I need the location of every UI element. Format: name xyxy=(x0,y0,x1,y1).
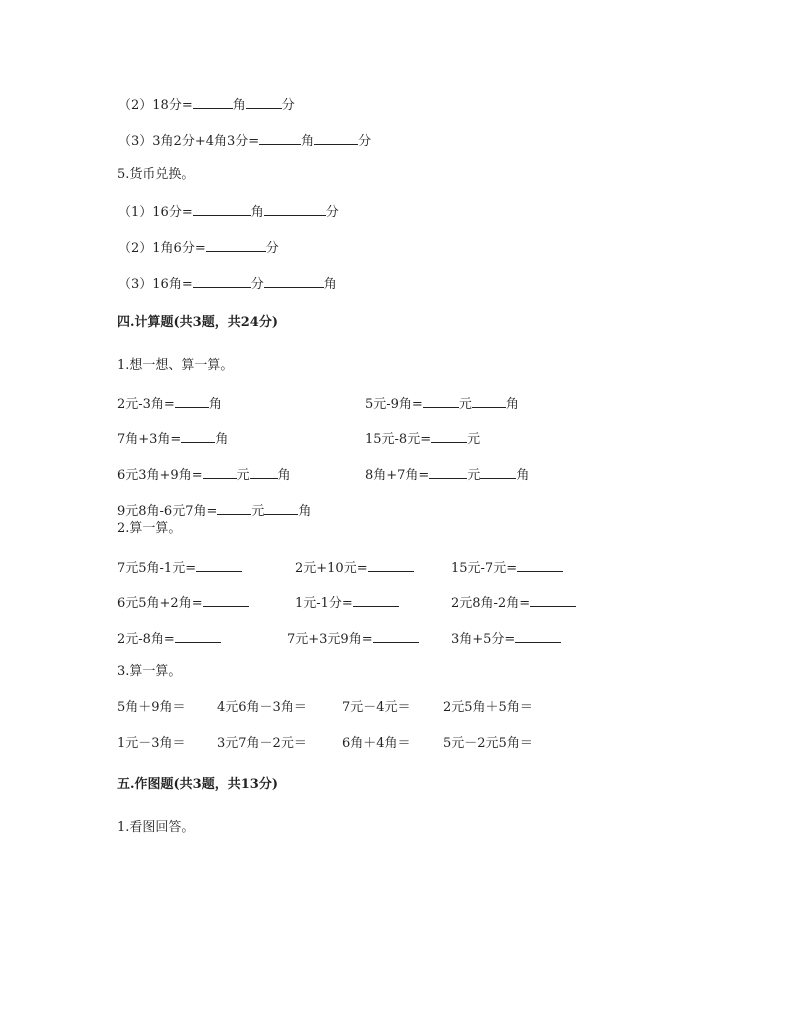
unit-text: 元 xyxy=(236,468,250,483)
answer-blank[interactable] xyxy=(472,393,506,408)
exercise-label: 8角+7角= xyxy=(365,468,430,483)
exercise-item: 2元5角＋5角＝ xyxy=(443,700,533,715)
unit-text: 角 xyxy=(298,504,312,519)
unit-text: 元 xyxy=(467,468,481,483)
exercise-item xyxy=(117,428,228,449)
exercise-label: 2元8角-2角= xyxy=(451,596,531,611)
answer-blank[interactable] xyxy=(368,557,414,572)
exercise-label: 9元8角-6元7角= xyxy=(117,504,218,519)
unit-text: 角 xyxy=(208,397,222,412)
exercise-label: （3）16角= xyxy=(118,277,193,292)
answer-blank[interactable] xyxy=(196,557,242,572)
exercise-item xyxy=(295,592,399,613)
exercise-line xyxy=(118,94,295,112)
answer-blank[interactable] xyxy=(250,464,278,479)
exercise-line xyxy=(118,237,279,255)
answer-blank[interactable] xyxy=(175,393,209,408)
unit-text: 角 xyxy=(516,468,530,483)
exercise-item xyxy=(117,464,291,485)
answer-blank[interactable] xyxy=(246,94,282,109)
exercise-label: 3角+5分= xyxy=(451,632,516,647)
exercise-item xyxy=(117,592,249,613)
exercise-item: 5角＋9角＝ xyxy=(117,700,186,715)
exercise-item: 7元－4元＝ xyxy=(342,700,411,715)
unit-text: 分 xyxy=(358,134,372,149)
exercise-line xyxy=(118,273,337,291)
unit-text: 元 xyxy=(467,432,481,447)
answer-blank[interactable] xyxy=(203,464,237,479)
exercise-item xyxy=(365,393,519,414)
exercise-item xyxy=(451,557,563,578)
answer-blank[interactable] xyxy=(203,592,249,607)
answer-blank[interactable] xyxy=(259,130,301,145)
unit-text: 角 xyxy=(505,397,519,412)
exercise-item xyxy=(365,428,480,449)
answer-blank[interactable] xyxy=(264,201,326,216)
exercise-label: （2）1角6分= xyxy=(118,241,206,256)
answer-blank[interactable] xyxy=(181,428,215,443)
exercise-item xyxy=(287,628,419,649)
exercise-label: 6元5角+2角= xyxy=(117,596,203,611)
unit-text: 角 xyxy=(301,134,315,149)
unit-text: 分 xyxy=(325,205,339,220)
exercise-item: 1元－3角＝ xyxy=(117,736,186,751)
unit-text: 分 xyxy=(250,277,264,292)
exercise-label: 7角+3角= xyxy=(117,432,182,447)
exercise-label: 15元-7元= xyxy=(451,561,518,576)
unit-text: 元 xyxy=(251,504,265,519)
exercise-item xyxy=(365,464,529,485)
answer-blank[interactable] xyxy=(431,428,467,443)
exercise-item xyxy=(117,628,221,649)
question-title: 1.想一想、算一算。 xyxy=(117,358,234,373)
exercise-item: 6角＋4角＝ xyxy=(342,736,411,751)
exercise-row xyxy=(117,592,677,610)
exercise-label: （1）16分= xyxy=(118,205,193,220)
exercise-label: （2）18分= xyxy=(118,98,193,113)
unit-text: 角 xyxy=(215,432,229,447)
answer-blank[interactable] xyxy=(193,94,233,109)
exercise-row xyxy=(117,557,677,575)
question-title: 5.货币兑换。 xyxy=(117,167,195,182)
answer-blank[interactable] xyxy=(373,628,419,643)
unit-text: 元 xyxy=(458,397,472,412)
exercise-row xyxy=(117,428,677,446)
section-heading: 四.计算题(共3题，共24分) xyxy=(117,315,278,330)
answer-blank[interactable] xyxy=(515,628,561,643)
exercise-item: 3元7角－2元＝ xyxy=(217,736,307,751)
exercise-item xyxy=(295,557,414,578)
unit-text: 角 xyxy=(250,205,264,220)
answer-blank[interactable] xyxy=(530,592,576,607)
answer-blank[interactable] xyxy=(517,557,563,572)
exercise-line xyxy=(117,500,311,518)
exercise-label: 15元-8元= xyxy=(365,432,432,447)
exercise-label: 5元-9角= xyxy=(365,397,423,412)
exercise-row xyxy=(117,628,677,646)
answer-blank[interactable] xyxy=(264,500,298,515)
answer-blank[interactable] xyxy=(353,592,399,607)
exercise-row xyxy=(117,735,677,753)
exercise-row xyxy=(117,393,677,411)
exercise-item: 5元－2元5角＝ xyxy=(443,736,533,751)
answer-blank[interactable] xyxy=(480,464,516,479)
exercise-label: 2元+10元= xyxy=(295,561,368,576)
unit-text: 分 xyxy=(265,241,279,256)
question-title: 3.算一算。 xyxy=(117,664,182,679)
unit-text: 角 xyxy=(277,468,291,483)
exercise-item xyxy=(117,557,242,578)
unit-text: 分 xyxy=(281,98,295,113)
answer-blank[interactable] xyxy=(429,464,467,479)
question-title: 2.算一算。 xyxy=(117,521,182,536)
answer-blank[interactable] xyxy=(193,201,251,216)
section-heading: 五.作图题(共3题，共13分) xyxy=(117,777,278,792)
answer-blank[interactable] xyxy=(264,273,324,288)
exercise-label: （3）3角2分+4角3分= xyxy=(118,134,260,149)
answer-blank[interactable] xyxy=(175,628,221,643)
exercise-row xyxy=(117,699,677,717)
exercise-item: 4元6角－3角＝ xyxy=(217,700,307,715)
unit-text: 角 xyxy=(232,98,246,113)
exercise-item xyxy=(117,393,222,414)
exercise-label: 1元-1分= xyxy=(295,596,353,611)
exercise-label: 7元+3元9角= xyxy=(287,632,373,647)
exercise-item xyxy=(451,592,576,613)
answer-blank[interactable] xyxy=(193,273,251,288)
exercise-line xyxy=(118,130,371,148)
exercise-row xyxy=(117,464,677,482)
exercise-item xyxy=(451,628,561,649)
question-title: 1.看图回答。 xyxy=(117,820,195,835)
answer-blank[interactable] xyxy=(423,393,459,408)
answer-blank[interactable] xyxy=(206,237,266,252)
exercise-label: 2元-8角= xyxy=(117,632,175,647)
exercise-label: 6元3角+9角= xyxy=(117,468,203,483)
answer-blank[interactable] xyxy=(217,500,251,515)
exercise-line xyxy=(118,201,339,219)
answer-blank[interactable] xyxy=(314,130,358,145)
unit-text: 角 xyxy=(323,277,337,292)
exercise-label: 7元5角-1元= xyxy=(117,561,197,576)
exercise-label: 2元-3角= xyxy=(117,397,175,412)
